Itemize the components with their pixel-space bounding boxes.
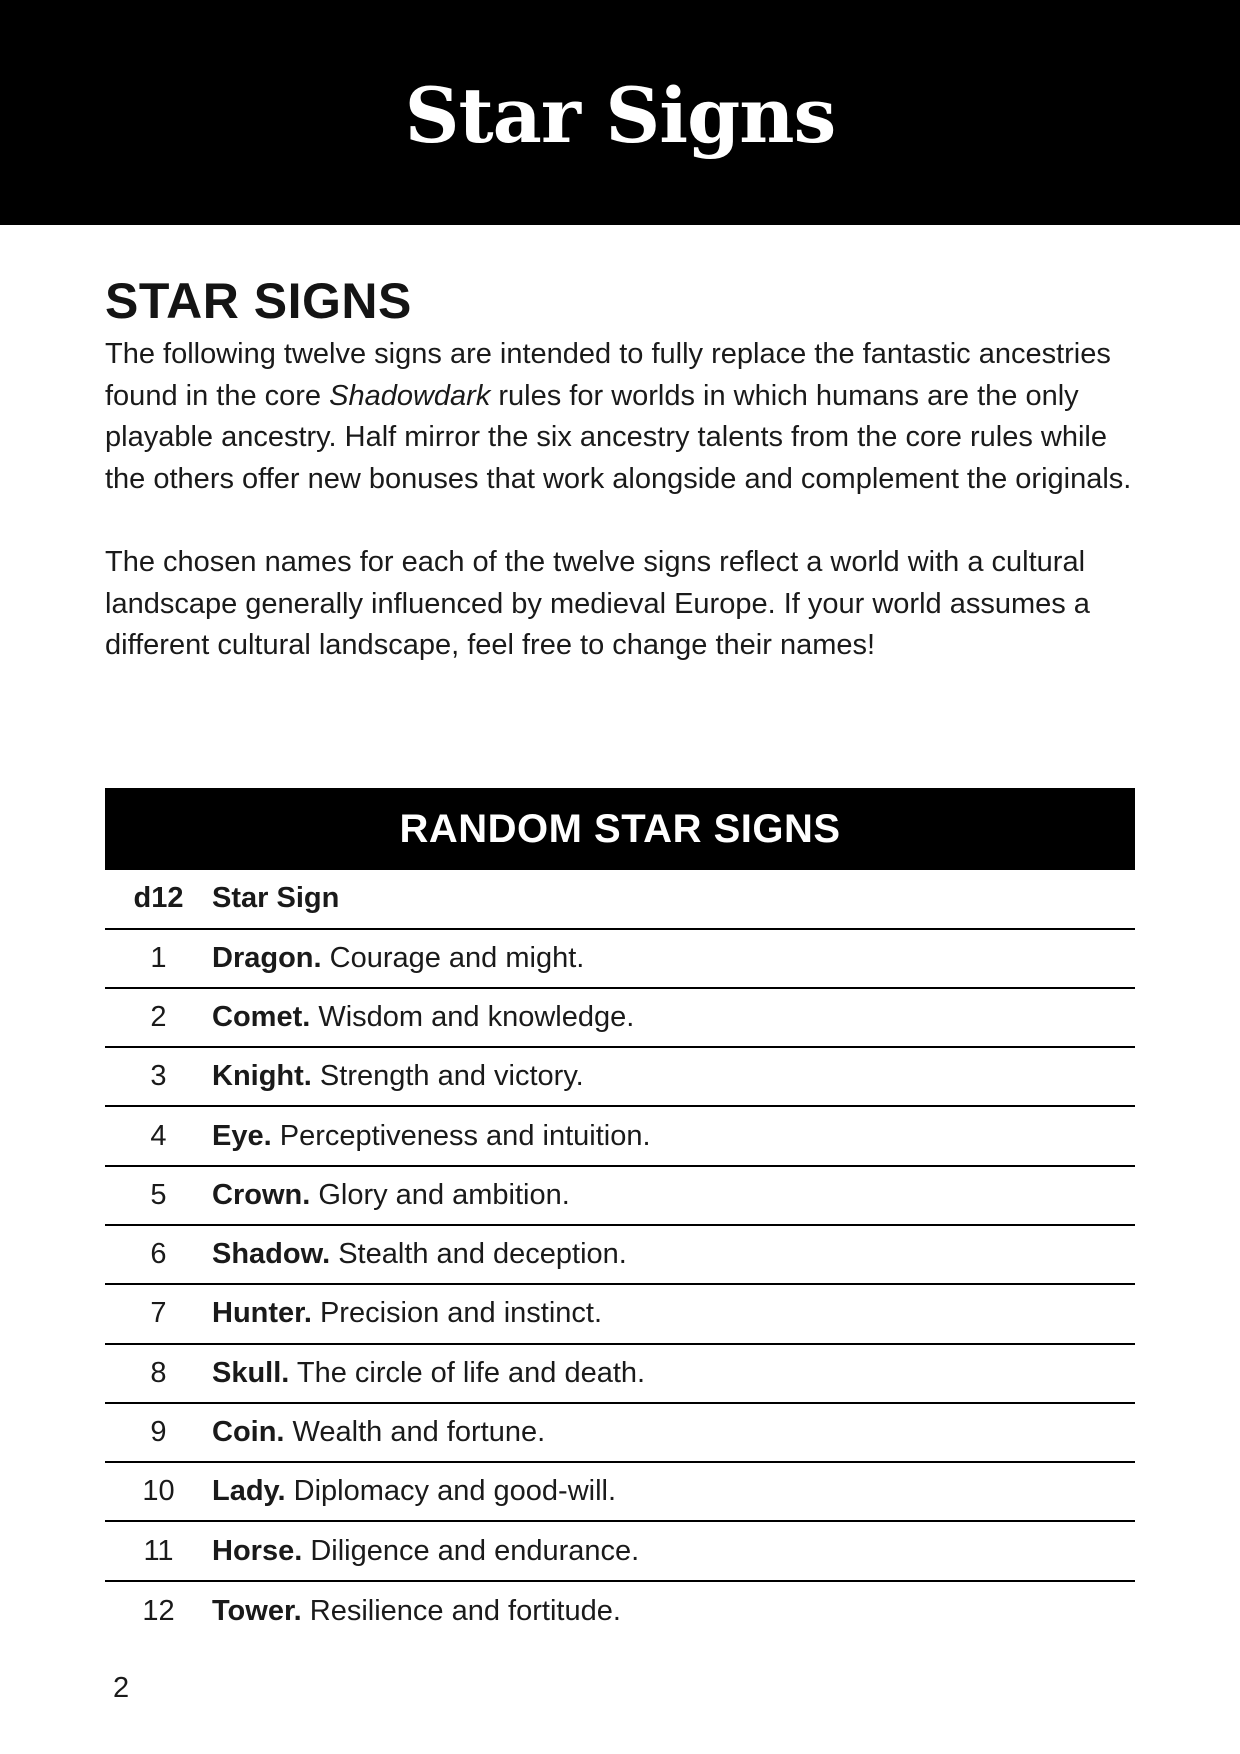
star-sign-name: Hunter. [212, 1297, 312, 1330]
star-sign-name: Dragon. [212, 941, 322, 974]
star-sign-name: Knight. [212, 1060, 312, 1093]
star-sign-name: Horse. [212, 1534, 303, 1567]
star-sign-cell [212, 1357, 1135, 1390]
table-row [105, 1522, 1135, 1581]
star-sign-cell [212, 1238, 1135, 1271]
star-sign-cell [212, 1535, 1135, 1568]
intro-text-start: The following twelve signs are intended to fully replace the fantastic ancestries found in the core [105, 338, 1111, 412]
star-sign-cell [212, 1416, 1135, 1449]
page-banner [0, 0, 1240, 225]
star-sign-name: Crown. [212, 1178, 311, 1211]
column-header-roll: d12 [133, 882, 184, 915]
star-sign-description: Perceptiveness and intuition. [271, 1119, 651, 1152]
star-sign-cell [212, 1120, 1135, 1153]
star-sign-name: Comet. [212, 1000, 311, 1033]
table-body [105, 930, 1135, 1642]
table-row [105, 1167, 1135, 1226]
star-sign-cell [212, 1060, 1135, 1093]
table-row [105, 1226, 1135, 1285]
star-sign-name: Tower. [212, 1594, 302, 1627]
star-sign-cell [212, 1475, 1135, 1508]
table-row [105, 1107, 1135, 1166]
star-sign-description: Resilience and fortitude. [301, 1594, 621, 1627]
roll-cell: 8 [150, 1356, 167, 1389]
roll-cell: 1 [150, 941, 167, 974]
roll-cell: 7 [150, 1297, 167, 1330]
table-row [105, 989, 1135, 1048]
table-title: RANDOM STAR SIGNS [105, 788, 1135, 870]
star-sign-description: Wealth and fortune. [284, 1416, 546, 1449]
roll-cell: 12 [142, 1594, 175, 1627]
roll-cell: 6 [150, 1238, 167, 1271]
intro-paragraph-1 [105, 334, 1135, 500]
table-row [105, 1582, 1135, 1641]
table-header-row [105, 870, 1135, 930]
roll-cell: 5 [150, 1178, 167, 1211]
table-row [105, 1345, 1135, 1404]
star-sign-description: Glory and ambition. [310, 1178, 570, 1211]
table-row [105, 1463, 1135, 1522]
star-sign-description: Courage and might. [321, 941, 585, 974]
page-number: 2 [113, 1672, 130, 1704]
column-header-sign: Star Sign [212, 882, 340, 915]
star-sign-cell [212, 1595, 1135, 1628]
roll-cell: 11 [143, 1534, 174, 1567]
roll-cell: 2 [150, 1000, 167, 1033]
table-row [105, 1285, 1135, 1344]
star-sign-description: Precision and instinct. [311, 1297, 603, 1330]
book-title-emphasis: Shadowdark [329, 379, 491, 412]
star-sign-cell [212, 1001, 1135, 1034]
table-row [105, 930, 1135, 989]
banner-title: Star Signs [404, 71, 836, 160]
star-sign-description: Strength and victory. [311, 1060, 584, 1093]
star-sign-description: Diligence and endurance. [302, 1534, 640, 1567]
roll-cell: 4 [150, 1119, 167, 1152]
roll-cell: 3 [150, 1060, 167, 1093]
star-sign-name: Shadow. [212, 1238, 331, 1271]
star-sign-description: The circle of life and death. [289, 1356, 646, 1389]
star-sign-cell [212, 1297, 1135, 1330]
star-sign-description: Diplomacy and good-will. [285, 1475, 617, 1508]
star-sign-name: Coin. [212, 1416, 285, 1449]
section-heading: STAR SIGNS [105, 273, 412, 329]
star-sign-name: Lady. [212, 1475, 286, 1508]
roll-cell: 9 [150, 1416, 167, 1449]
star-sign-cell [212, 942, 1135, 975]
star-sign-name: Eye. [212, 1119, 272, 1152]
star-sign-description: Stealth and deception. [330, 1238, 627, 1271]
random-star-signs-table [105, 788, 1135, 1641]
intro-paragraph-2: The chosen names for each of the twelve signs reflect a world with a cultural landscape generally influenced by medieval Europe. If your world assumes a different cultural landscape, feel free to change their names! [105, 545, 1090, 662]
table-row [105, 1048, 1135, 1107]
roll-cell: 10 [142, 1475, 175, 1508]
star-sign-name: Skull. [212, 1356, 290, 1389]
table-row [105, 1404, 1135, 1463]
intro-text-end: rules for worlds in which humans are the only playable ancestry. Half mirror the six ancestry talents from the core rules while the others offer new bonuses that work alongside and complement the originals. [105, 379, 1132, 495]
star-sign-cell [212, 1179, 1135, 1212]
intro-section [105, 272, 1135, 667]
star-sign-description: Wisdom and knowledge. [310, 1000, 635, 1033]
